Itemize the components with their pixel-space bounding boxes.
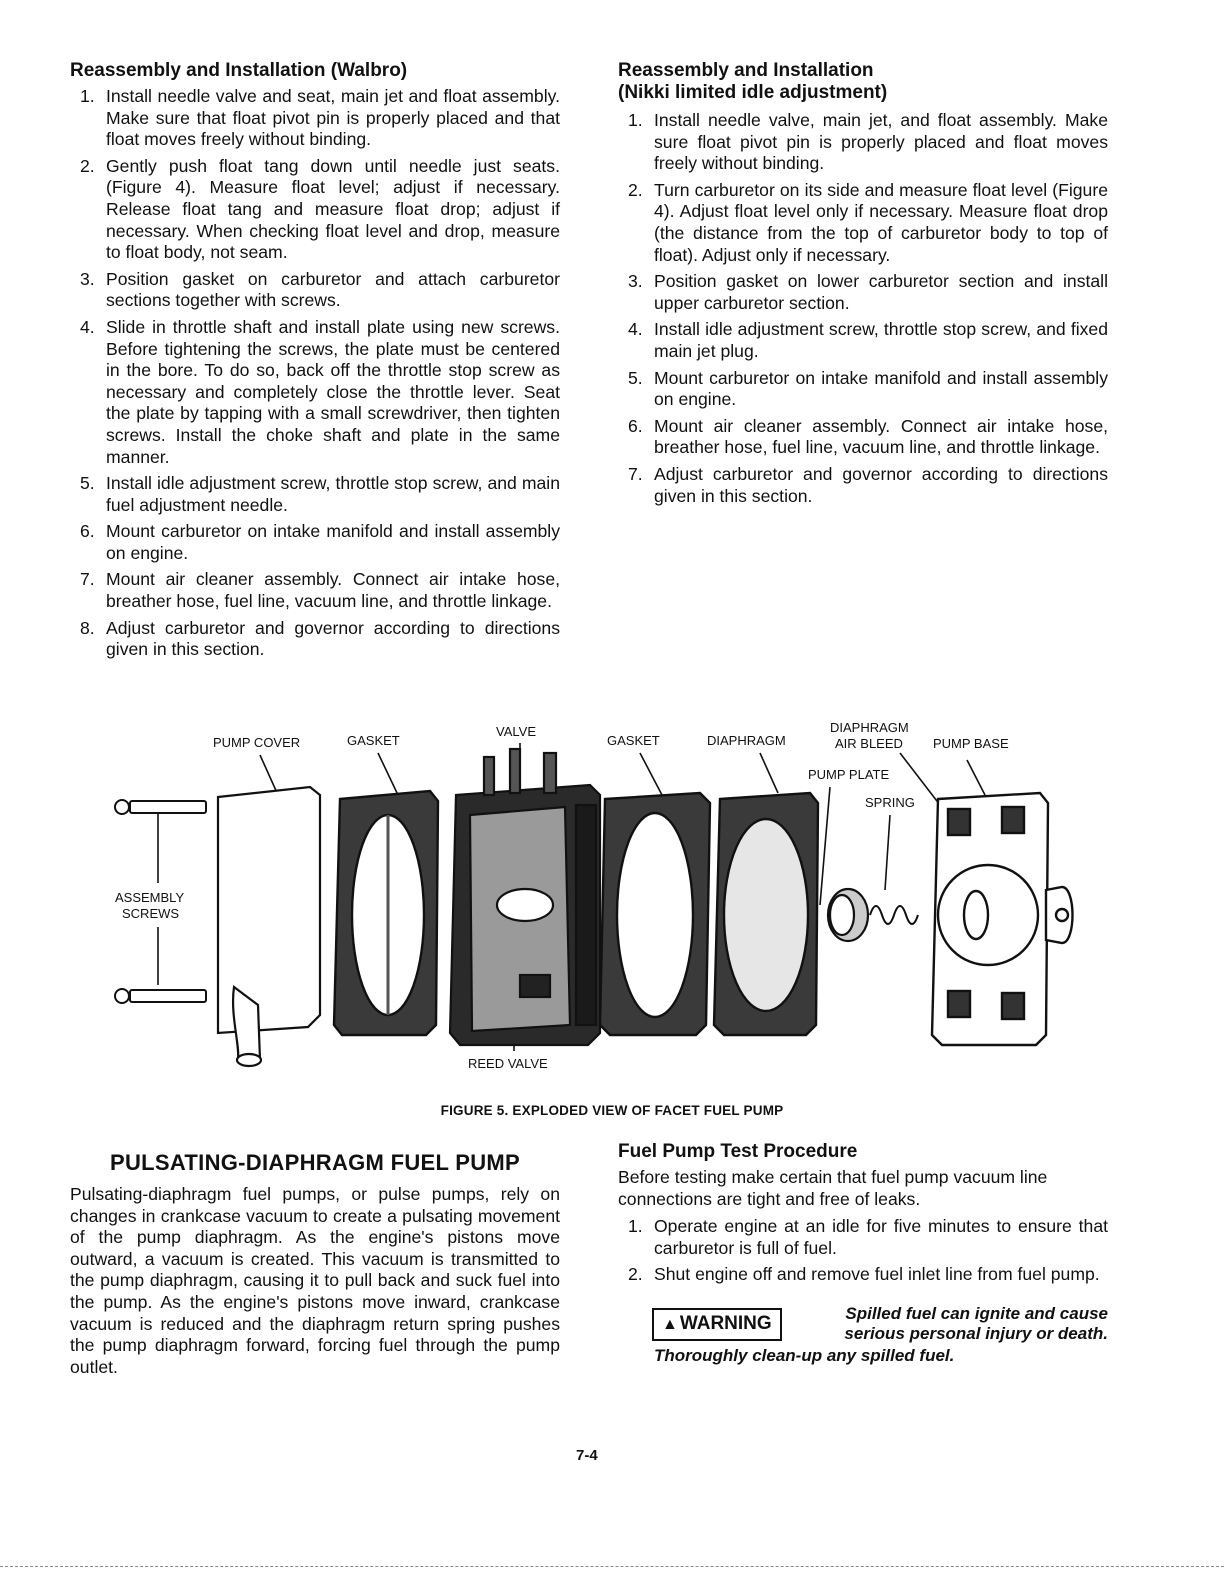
list-item: 8. Adjust carburetor and governor according to directions given in this section. bbox=[80, 617, 560, 660]
label-spring: SPRING bbox=[865, 795, 915, 810]
label-pump-base: PUMP BASE bbox=[933, 736, 1009, 751]
list-item: 1. Operate engine at an idle for five minutes to ensure that carburetor is full of fuel. bbox=[628, 1216, 1108, 1258]
valve-body-part bbox=[450, 749, 600, 1045]
page-number: 7-4 bbox=[576, 1447, 598, 1464]
pulse-pump-section bbox=[70, 1150, 560, 1378]
fuel-pump-test-section bbox=[618, 1141, 1108, 1366]
list-item: 6. Mount air cleaner assembly. Connect air intake hose, breather hose, fuel line, vacuum line, and throttle linkage. bbox=[628, 415, 1108, 458]
warning-badge: ▲ WARNING bbox=[652, 1308, 782, 1341]
list-item: 2. Turn carburetor on its side and measure float level (Figure 4). Adjust float level only if necessary. Measure float drop (the distance from the top of carburetor body to top of float). Adjust only if necessary. bbox=[628, 179, 1108, 265]
spring-part bbox=[870, 906, 918, 924]
list-item: 5. Mount carburetor on intake manifold and install assembly on engine. bbox=[628, 367, 1108, 410]
figure-caption: FIGURE 5. EXPLODED VIEW OF FACET FUEL PUMP bbox=[440, 1103, 784, 1118]
label-diaphragm-air-bleed-1: DIAPHRAGM bbox=[830, 720, 909, 735]
gasket-part bbox=[334, 791, 438, 1035]
list-item: 2. Shut engine off and remove fuel inlet line from fuel pump. bbox=[628, 1264, 1100, 1285]
label-reed-valve: REED VALVE bbox=[468, 1056, 548, 1071]
test-steps bbox=[618, 1216, 1108, 1286]
nikki-section bbox=[618, 60, 1108, 512]
list-item: 7. Adjust carburetor and governor according to directions given in this section. bbox=[628, 463, 1108, 506]
walbro-section bbox=[70, 60, 560, 666]
list-item: 1. Install needle valve and seat, main jet and float assembly. Make sure that float pivot pin is properly placed and that float moves freely without binding. bbox=[80, 86, 560, 150]
nikki-heading: Reassembly and Installation (Nikki limited idle adjustment) bbox=[618, 60, 888, 103]
test-heading: Fuel Pump Test Procedure bbox=[618, 1141, 858, 1162]
list-item: 6. Mount carburetor on intake manifold and install assembly on engine. bbox=[80, 521, 560, 563]
list-item: 5. Install idle adjustment screw, throttle stop screw, and main fuel adjustment needle. bbox=[80, 473, 560, 515]
pulse-heading: PULSATING-DIAPHRAGM FUEL PUMP bbox=[110, 1150, 520, 1175]
warning-block bbox=[618, 1304, 1108, 1366]
pump-cover-part bbox=[218, 787, 320, 1066]
label-diaphragm-air-bleed-2: AIR BLEED bbox=[835, 736, 903, 751]
pump-base-part bbox=[932, 793, 1073, 1045]
pulse-body: Pulsating-diaphragm fuel pumps, or pulse pumps, rely on changes in crankcase vacuum to create a pulsating movement of the pump diaphragm. As the engine's pistons move outward, a vacuum is created. This vacuum is transmitted to the pump diaphragm, causing it to pull back and suck fuel into the pump. As the engine's pistons move inward, crankcase vacuum is reduced and the diaphragm return spring pushes the pump diaphragm forward, forcing fuel through the pump outlet. bbox=[70, 1184, 560, 1377]
label-pump-cover: PUMP COVER bbox=[213, 735, 301, 750]
pump-plate-part bbox=[828, 889, 868, 941]
warning-text-continued: Thoroughly clean-up any spilled fuel. bbox=[654, 1345, 955, 1365]
warning-triangle-icon: ▲ bbox=[662, 1315, 678, 1333]
label-pump-plate: PUMP PLATE bbox=[808, 767, 890, 782]
label-assembly-screws-2: SCREWS bbox=[122, 906, 180, 921]
walbro-steps bbox=[70, 86, 560, 661]
label-diaphragm: DIAPHRAGM bbox=[707, 733, 786, 748]
list-item: 2. Gently push float tang down until needle just seats. (Figure 4). Measure float level; adjust if necessary. Release float tang and measure float drop; adjust if necessary. When checking float level and drop, measure to float body, not seam. bbox=[80, 155, 560, 263]
walbro-heading: Reassembly and Installation (Walbro) bbox=[70, 60, 408, 81]
gasket-part bbox=[600, 793, 710, 1035]
list-item: 4. Install idle adjustment screw, throttle stop screw, and fixed main jet plug. bbox=[628, 319, 1108, 361]
label-gasket-1: GASKET bbox=[347, 733, 400, 748]
label-valve: VALVE bbox=[496, 724, 536, 739]
label-gasket-2: GASKET bbox=[607, 733, 660, 748]
list-item: 7. Mount air cleaner assembly. Connect air intake hose, breather hose, fuel line, vacuum line, and throttle linkage. bbox=[80, 569, 560, 612]
warning-text: Spilled fuel can ignite and cause serious personal injury or death. bbox=[844, 1303, 1108, 1343]
bottom-rule bbox=[0, 1566, 1224, 1567]
diaphragm-part bbox=[714, 793, 818, 1035]
label-assembly-screws-1: ASSEMBLY bbox=[115, 890, 185, 905]
list-item: 3. Position gasket on carburetor and attach carburetor sections together with screws. bbox=[80, 268, 560, 311]
list-item: 1. Install needle valve, main jet, and float assembly. Make sure float pivot pin is properly placed and float moves freely without binding. bbox=[628, 110, 1108, 174]
list-item: 4. Slide in throttle shaft and install plate using new screws. Before tightening the screws, the plate must be centered in the bore. To do so, back off the throttle stop screw as necessary and completely close the throttle lever. Seat the plate by tapping with a small screwdriver, then tighten screws. Install the choke shaft and plate in the same manner. bbox=[80, 316, 560, 467]
nikki-steps bbox=[618, 110, 1108, 507]
exploded-fuel-pump-diagram bbox=[100, 715, 1190, 1090]
list-item: 3. Position gasket on lower carburetor section and install upper carburetor section. bbox=[628, 271, 1108, 313]
test-intro: Before testing make certain that fuel pump vacuum line connections are tight and free of leaks. bbox=[618, 1167, 1048, 1209]
